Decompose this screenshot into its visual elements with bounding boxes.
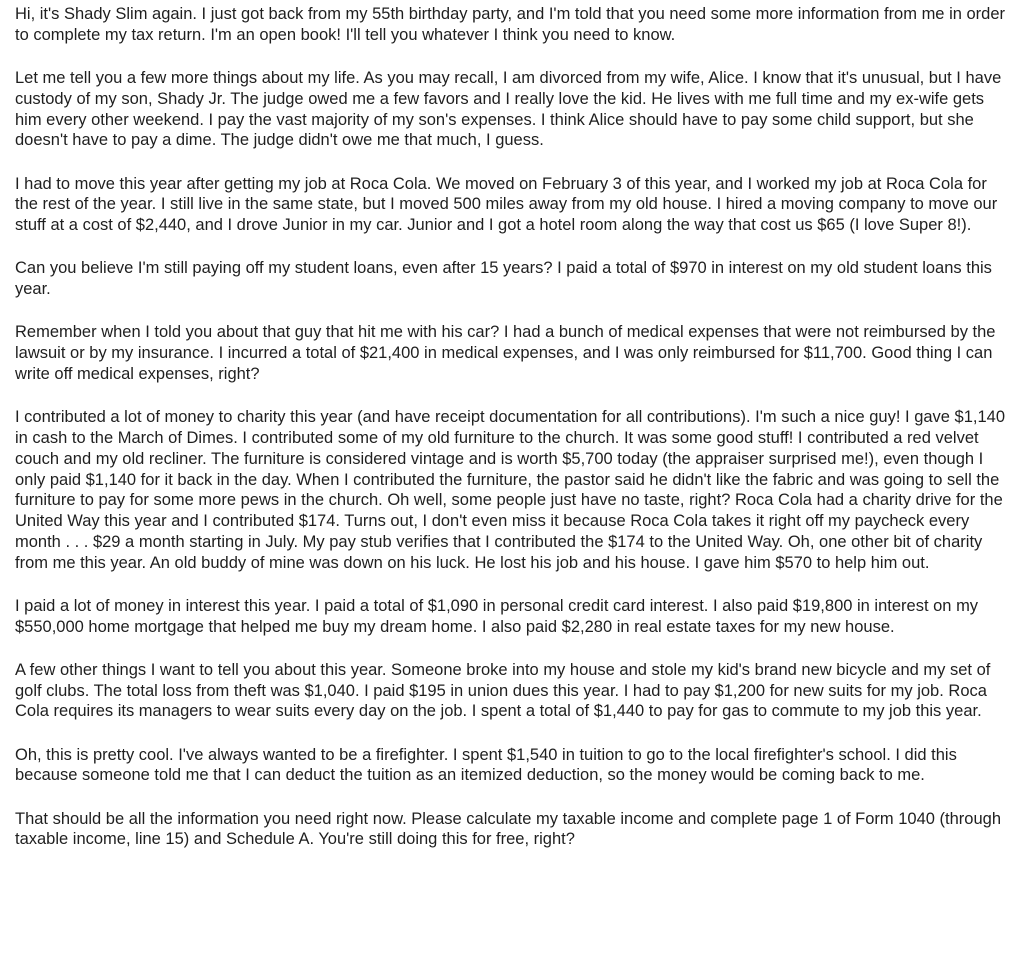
document-body: [15, 4, 1007, 850]
paragraph-medical: Remember when I told you about that guy that hit me with his car? I had a bunch of medical expenses that were not reimbursed by the lawsuit or by my insurance. I incurred a total of $21,400 in medical expenses, and I was only reimbursed for $11,700. Good thing I can write off medical expenses, right?: [15, 323, 996, 383]
paragraph-other-expenses: A few other things I want to tell you about this year. Someone broke into my house and stole my kid's brand new bicycle and my set of golf clubs. The total loss from theft was $1,040. I paid $195 in union dues this year. I had to pay $1,200 for new suits for my job. Roca Cola requires its managers to wear suits every day on the job. I spent a total of $1,440 to pay for gas to commute to my job this year.: [15, 660, 991, 721]
paragraph-firefighter: Oh, this is pretty cool. I've always wanted to be a firefighter. I spent $1,540 in tuition to go to the local firefighter's school. I did this because someone told me that I can deduct the tuition as an itemized deduction, so the money would be coming back to me.: [15, 745, 957, 785]
paragraph-charity: I contributed a lot of money to charity this year (and have receipt documentation for all contributions). I'm such a nice guy! I gave $1,140 in cash to the March of Dimes. I contributed some of my old furniture to the church. It was some good stuff! I contributed a red velvet couch and my old recliner. The furniture is considered vintage and is worth $5,700 today (the appraiser surprised me!), even though I only paid $1,140 for it back in the day. When I contributed the furniture, the pastor said he didn't like the fabric and was going to sell the furniture to pay for some more pews in the church. Oh well, some people just have no taste, right? Roca Cola had a charity drive for the United Way this year and I contributed $174. Turns out, I don't even miss it because Roca Cola takes it right off my paycheck every month . . . $29 a month starting in July. My pay stub verifies that I contributed the $174 to the United Way. Oh, one other bit of charity from me this year. An old buddy of mine was down on his luck. He lost his job and his house. I gave him $570 to help him out.: [15, 408, 1006, 572]
paragraph-moving: I had to move this year after getting my job at Roca Cola. We moved on February 3 of this year, and I worked my job at Roca Cola for the rest of the year. I still live in the same state, but I moved 500 miles away from my old house. I hired a moving company to move our stuff at a cost of $2,440, and I drove Junior in my car. Junior and I got a hotel room along the way that cost us $65 (I love Super 8!).: [15, 174, 998, 235]
paragraph-intro: Hi, it's Shady Slim again. I just got back from my 55th birthday party, and I'm told that you need some more information from me in order to complete my tax return. I'm an open book! I'll tell you whatever I think you need to know.: [15, 5, 1006, 44]
paragraph-interest: I paid a lot of money in interest this year. I paid a total of $1,090 in personal credit card interest. I also paid $19,800 in interest on my $550,000 home mortgage that helped me buy my dream home. I also paid $2,280 in real estate taxes for my new house.: [15, 596, 979, 636]
paragraph-request: That should be all the information you need right now. Please calculate my taxable income and complete page 1 of Form 1040 (through taxable income, line 15) and Schedule A. You're still doing this for free, right?: [15, 809, 1002, 849]
paragraph-student-loans: Can you believe I'm still paying off my student loans, even after 15 years? I paid a total of $970 in interest on my old student loans this year.: [15, 259, 992, 299]
paragraph-family: Let me tell you a few more things about my life. As you may recall, I am divorced from my wife, Alice. I know that it's unusual, but I have custody of my son, Shady Jr. The judge owed me a few favors and I really love the kid. He lives with me full time and my ex-wife gets him every other weekend. I pay the vast majority of my son's expenses. I think Alice should have to pay some child support, but she doesn't have to pay a dime. The judge didn't owe me that much, I guess.: [15, 68, 1002, 150]
